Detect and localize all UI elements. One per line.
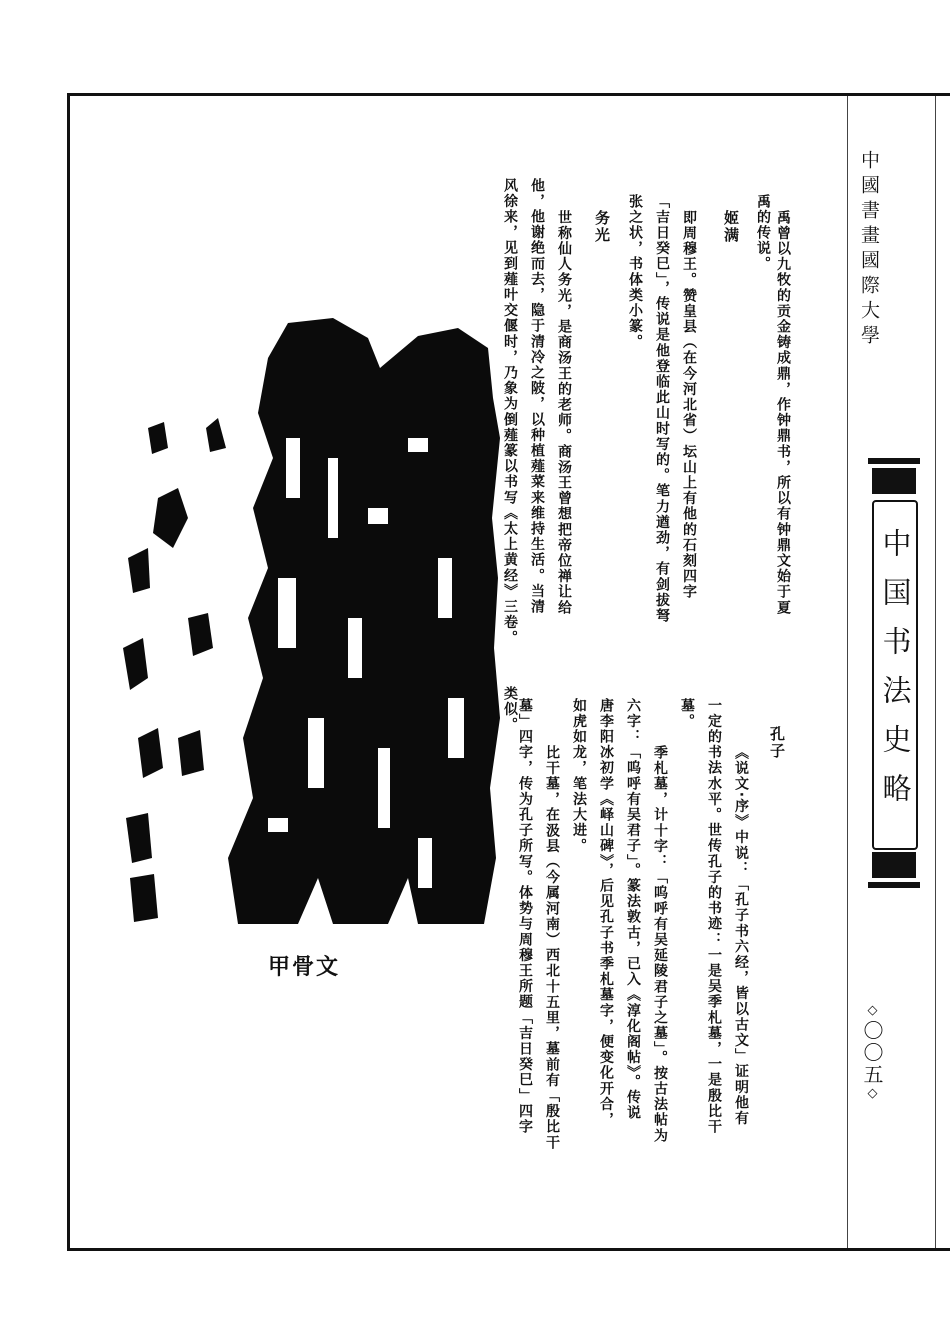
diamond-icon: ◇ bbox=[865, 1003, 880, 1020]
text-column: 比干墓，在汲县（今属河南）西北十五里，墓前有「殷比干 bbox=[544, 745, 560, 1151]
text-column: 六字：「呜呼有吴君子」。篆法敦古，已入《淳化阁帖》。传说 bbox=[625, 698, 641, 1121]
figure-caption: 甲骨文 bbox=[268, 955, 341, 980]
text-column: 墓。 bbox=[679, 698, 695, 730]
plate-top-block bbox=[872, 468, 916, 494]
section-heading-kongzi: 孔子 bbox=[768, 726, 786, 760]
plate-bottom-block bbox=[872, 852, 916, 878]
university-name: 中國書畫國際大學 bbox=[858, 150, 880, 350]
text-column: 张之状，书体类小篆。 bbox=[627, 194, 643, 350]
text-column: 禹曾以九牧的贡金铸成鼎，作钟鼎书，所以有钟鼎文始于夏 bbox=[775, 210, 791, 616]
text-column: 他，他谢绝而去，隐于清冷之陂，以种植薤菜来维持生活。当清 bbox=[529, 178, 545, 615]
text-column: 类似。 bbox=[502, 686, 518, 733]
text-column: 一定的书法水平。世传孔子的书迹：一是吴季札墓，一是殷比干 bbox=[706, 698, 722, 1135]
sidebar-rule-right bbox=[935, 96, 936, 1248]
text-column: 《说文·序》中说：「孔子书六经，皆以古文」证明他有 bbox=[733, 745, 749, 1127]
plate-bottom-bar bbox=[868, 882, 920, 888]
text-column: 即周穆王。赞皇县（在今河北省）坛山上有他的石刻四字 bbox=[681, 210, 697, 600]
book-title: 中国书法史略 bbox=[878, 528, 913, 822]
text-column: 如虎如龙，笔法大进。 bbox=[571, 698, 587, 854]
text-column: 季札墓，计十字：「呜呼有吴延陵君子之墓」。按古法帖为 bbox=[652, 745, 668, 1144]
text-column: 风徐来，见到薤叶交偃时，乃象为倒薤篆以书写《太上黄经》三卷。 bbox=[502, 178, 518, 646]
diamond-icon: ◇ bbox=[865, 1086, 880, 1103]
page-number bbox=[862, 1003, 882, 1103]
section-heading-wuguang: 务光 bbox=[593, 210, 611, 244]
section-heading-jiman: 姬满 bbox=[722, 210, 740, 244]
book-title-label bbox=[872, 500, 918, 850]
text-column: 禹的传说。 bbox=[755, 194, 771, 272]
book-title-plate bbox=[868, 458, 920, 888]
text-column: 墓」四字，传为孔子所写。体势与周穆王所题「吉日癸巳」四字 bbox=[517, 698, 533, 1135]
text-column: 「吉日癸巳」，传说是他登临此山时写的。笔力遒劲，有剑拔弩 bbox=[654, 194, 670, 624]
text-column: 唐李阳冰初学《峄山碑》，后见孔子书季札墓字，便变化开合， bbox=[598, 698, 614, 1128]
plate-top-bar bbox=[868, 458, 920, 464]
text-column: 世称仙人务光，是商汤王的老师。商汤王曾想把帝位禅让给 bbox=[556, 210, 572, 616]
page-number-value: 〇〇五 bbox=[860, 1020, 884, 1086]
oracle-bone-rubbing-image bbox=[118, 318, 500, 924]
sidebar-rule-left bbox=[847, 96, 848, 1248]
